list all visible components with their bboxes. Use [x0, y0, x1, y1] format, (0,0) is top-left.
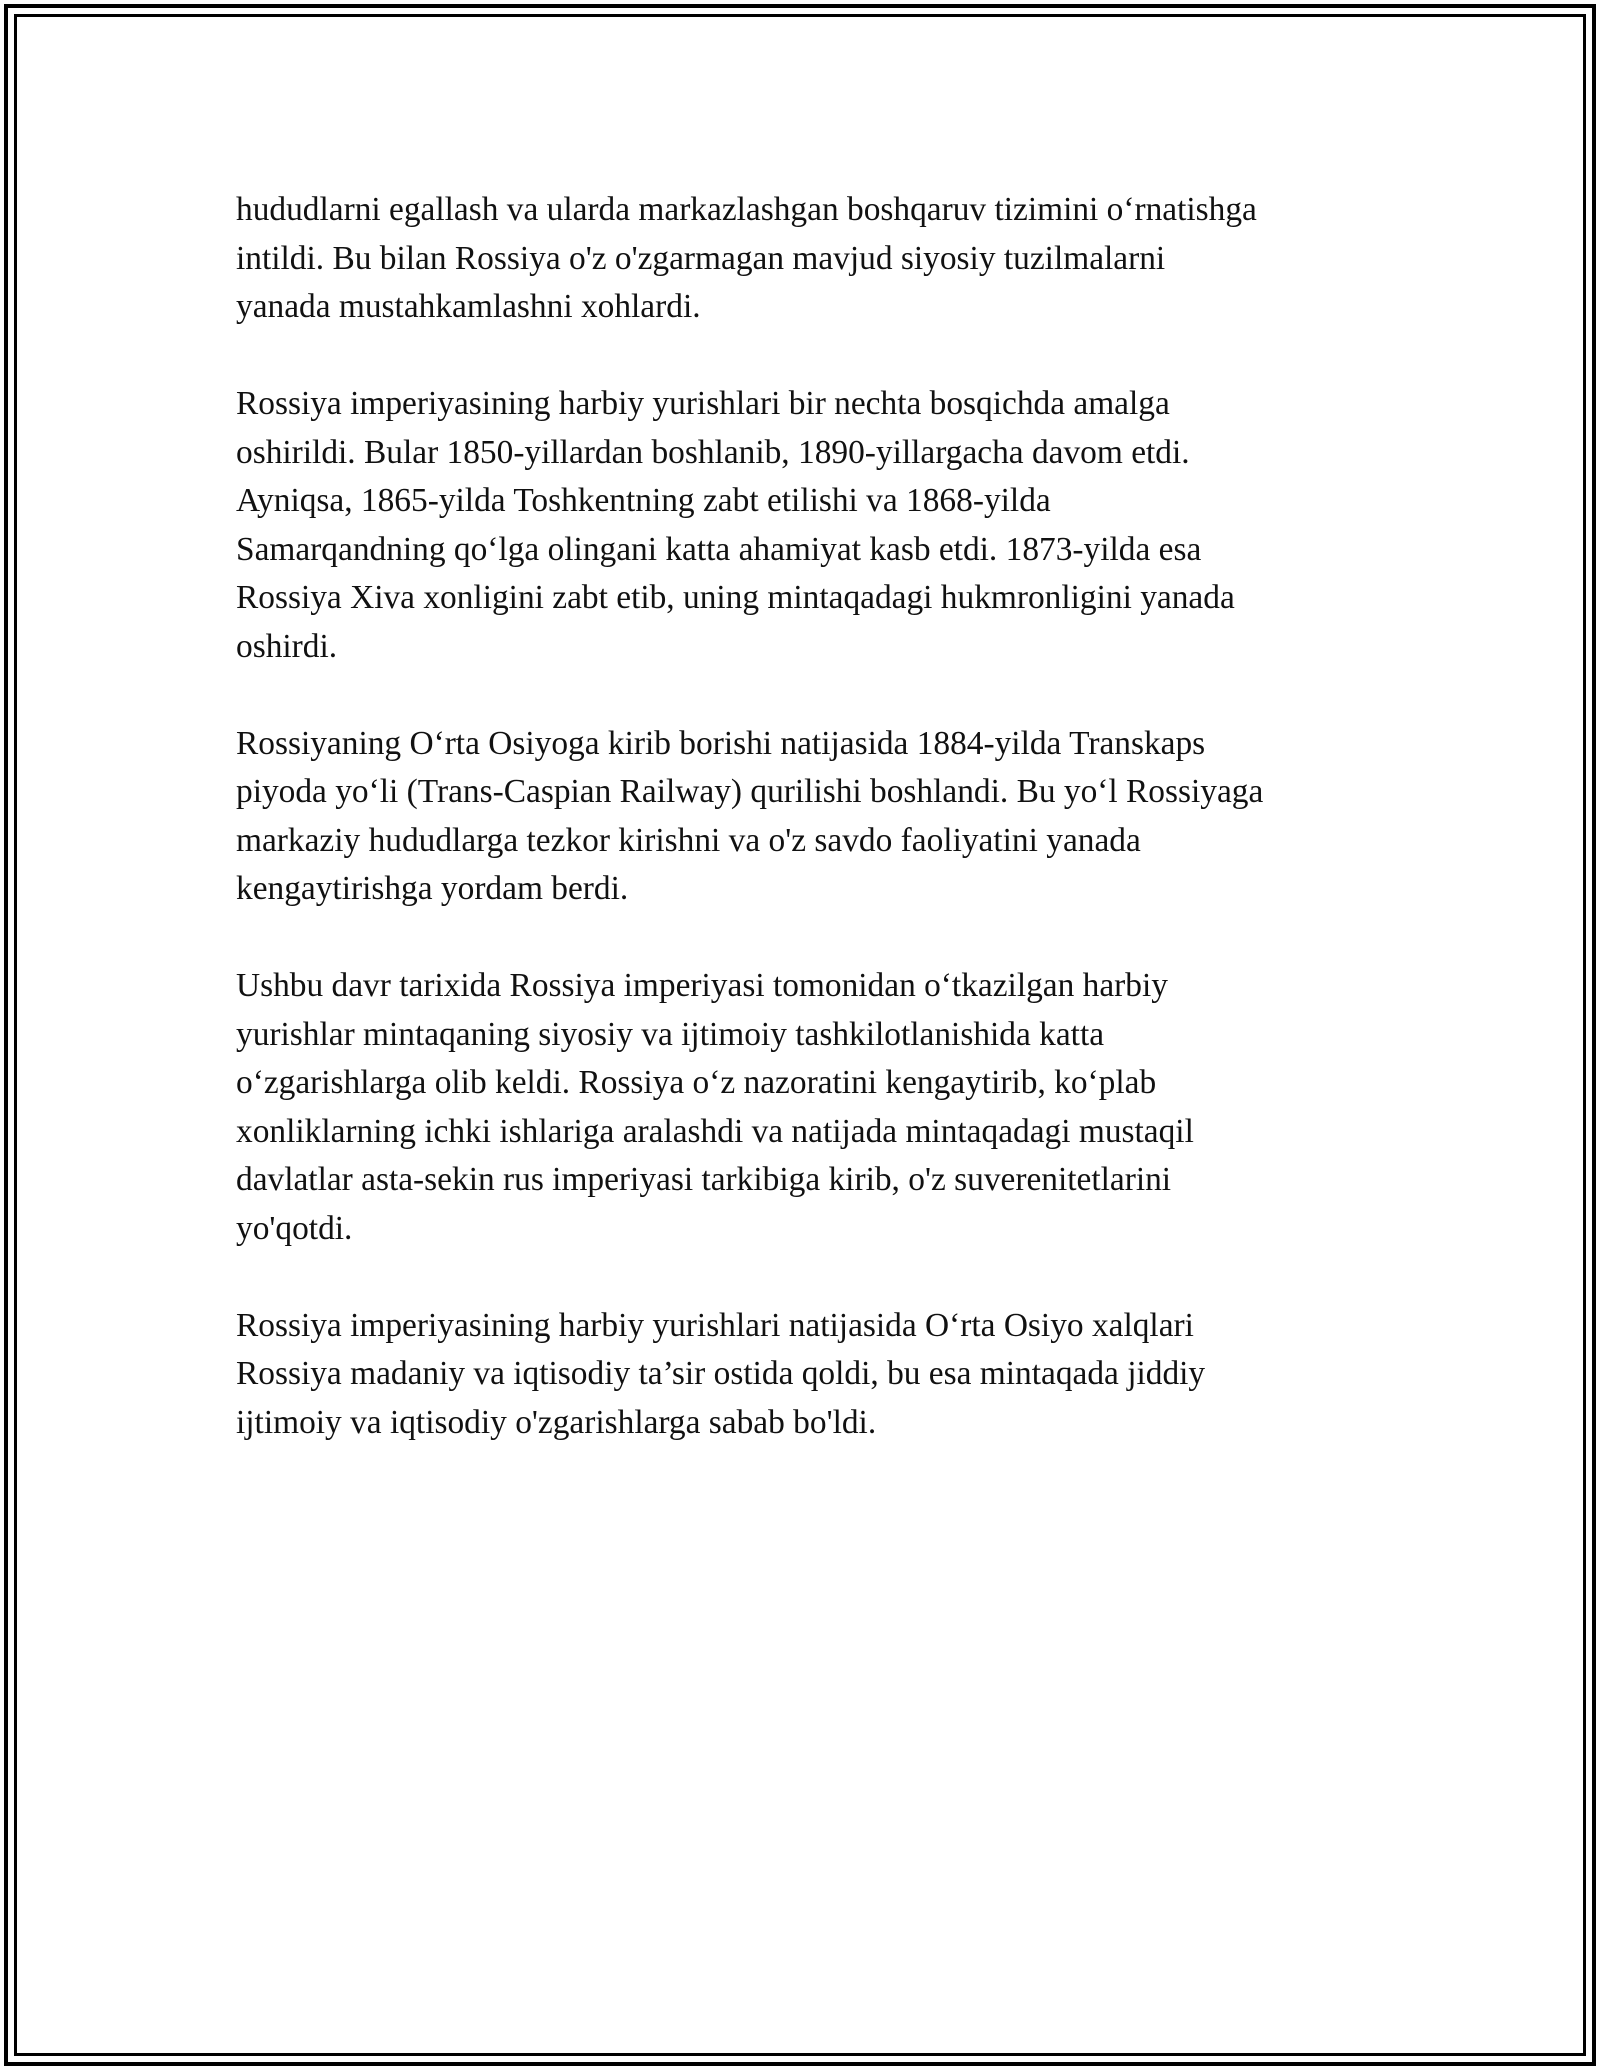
- paragraph-1: hududlarni egallash va ularda markazlashgan boshqaruv tizimini o‘rnatishga intildi. Bu bilan Rossiya o'z o'zgarmagan mavjud siyosiy tuzilmalarni yanada mustahkamlashni xohlardi.: [236, 191, 1257, 325]
- paragraph-3: Rossiyaning O‘rta Osiyoga kirib borishi natijasida 1884-yilda Transkaps piyoda yo‘li (Trans-Caspian Railway) qurilishi boshlandi. Bu yo‘l Rossiyaga markaziy hududlarga tezkor kirishni va o'z savdo faoliyatini yanada kengaytirishga yordam berdi.: [236, 724, 1264, 907]
- paragraph-5: Rossiya imperiyasining harbiy yurishlari natijasida O‘rta Osiyo xalqlari Rossiya madaniy va iqtisodiy ta’sir ostida qoldi, bu esa mintaqada jiddiy ijtimoiy va iqtisodiy o'zgarishlarga sabab bo'ldi.: [236, 1306, 1206, 1441]
- document-body: [236, 186, 1386, 1496]
- paragraph-2: Rossiya imperiyasining harbiy yurishlari bir nechta bosqichda amalga oshirildi. Bular 1850-yillardan boshlanib, 1890-yillargacha davom etdi. Ayniqsa, 1865-yilda Toshkentning zabt etilishi va 1868-yilda Samarqandning qo‘lga olingani katta ahamiyat kasb etdi. 1873-yilda esa Rossiya Xiva xonligini zabt etib, uning mintaqadagi hukmronligini yanada oshirdi.: [236, 385, 1235, 665]
- paragraph-4: Ushbu davr tarixida Rossiya imperiyasi tomonidan o‘tkazilgan harbiy yurishlar mintaqaning siyosiy va ijtimoiy tashkilotlanishida katta o‘zgarishlarga olib keldi. Rossiya o‘z nazoratini kengaytirib, ko‘plab xonliklarning ichki ishlariga aralashdi va natijada mintaqadagi mustaqil davlatlar asta-sekin rus imperiyasi tarkibiga kirib, o'z suverenitetlarini yo'qotdi.: [236, 967, 1194, 1247]
